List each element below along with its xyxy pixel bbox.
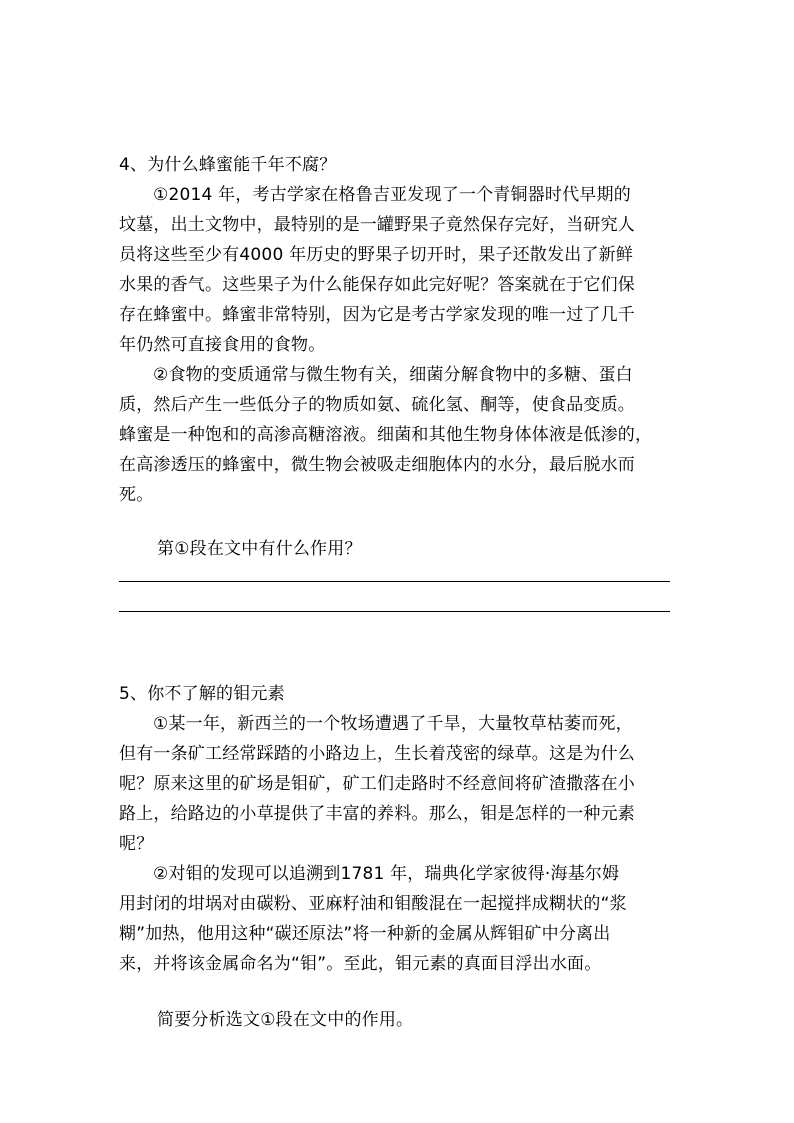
section-4-paragraph-line: ①2014 年，考古学家在格鲁吉亚发现了一个青铜器时代早期的 [153,185,631,205]
section-4-paragraph-line: 水果的香气。这些果子为什么能保存如此完好呢？答案就在于它们保 [119,275,635,295]
section-4-title: 4、为什么蜂蜜能千年不腐？ [119,155,337,175]
answer-blank-line[interactable] [119,581,670,582]
section-4-paragraph-line: 员将这些至少有4000 年历史的野果子切开时，果子还散发出了新鲜 [119,245,634,265]
section-5-paragraph-line: 呢？原来这里的矿场是钼矿，矿工们走路时不经意间将矿渣撒落在小 [119,774,635,794]
section-5-paragraph-line: 但有一条矿工经常踩踏的小路边上，生长着茂密的绿草。这是为什么 [119,744,635,764]
section-5-paragraph-line: 糊”加热，他用这种“碳还原法”将一种新的金属从辉钼矿中分离出 [119,924,611,944]
section-4-paragraph-line: 年仍然可直接食用的食物。 [119,335,326,355]
section-4-paragraph-line: 在高渗透压的蜂蜜中，微生物会被吸走细胞体内的水分，最后脱水而 [119,455,635,475]
section-5-question: 简要分析选文①段在文中的作用。 [157,1010,414,1030]
section-5-paragraph-line: 路上，给路边的小草提供了丰富的养料。那么，钼是怎样的一种元素 [119,804,635,824]
answer-blank-line[interactable] [119,611,670,612]
section-5-paragraph-line: ②对钼的发现可以追溯到1781 年，瑞典化学家彼得·海基尔姆 [153,864,620,884]
section-4-paragraph-line: ②食物的变质通常与微生物有关，细菌分解食物中的多糖、蛋白 [153,365,633,385]
section-5-paragraph-line: 呢？ [119,834,154,854]
section-4-question: 第①段在文中有什么作用？ [157,539,362,559]
section-4-paragraph-line: 质，然后产生一些低分子的物质如氨、硫化氢、酮等，使食品变质。 [119,395,635,415]
section-4-paragraph-line: 存在蜂蜜中。蜂蜜非常特别，因为它是考古学家发现的唯一过了几千 [119,305,635,325]
section-5-paragraph-line: 用封闭的坩埚对由碳粉、亚麻籽油和钼酸混在一起搅拌成糊状的“浆 [119,894,627,914]
section-5-paragraph-line: ①某一年，新西兰的一个牧场遭遇了千旱，大量牧草枯萎而死， [153,714,633,734]
section-5-title: 5、你不了解的钼元素 [119,684,285,704]
section-4-paragraph-line: 蜂蜜是一种饱和的高渗高糖溶液。细菌和其他生物身体体液是低渗的， [119,425,653,445]
section-4-paragraph-line: 死。 [119,485,154,505]
section-5-paragraph-line: 来，并将该金属命名为“钼”。至此，钼元素的真面目浮出水面。 [119,954,602,974]
section-4-paragraph-line: 坟墓，出土文物中，最特别的是一罐野果子竟然保存完好，当研究人 [119,215,635,235]
